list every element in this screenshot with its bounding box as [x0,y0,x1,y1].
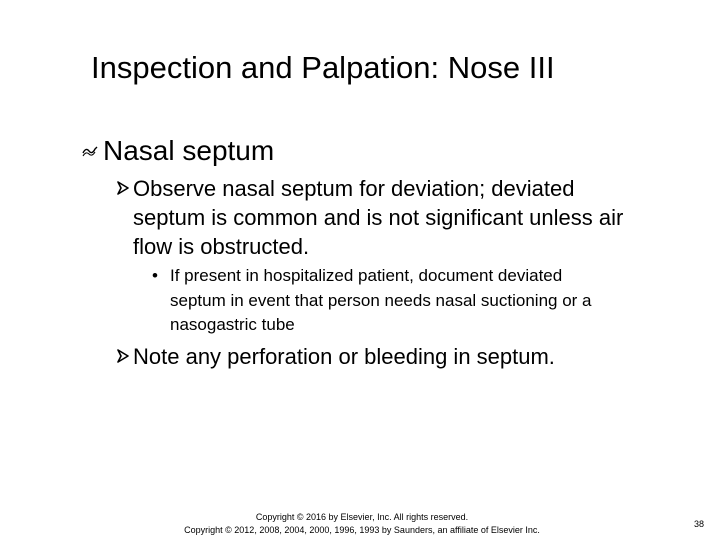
wavy-bullet-icon [82,146,98,157]
point-observe-line-1: Observe nasal septum for deviation; deviated [133,176,575,201]
subpoint-line-3: nasogastric tube [170,315,295,334]
subpoint-line-2: septum in event that person needs nasal suctioning or a [170,290,592,310]
point-observe-line-3: flow is obstructed. [133,234,310,259]
slide-title: Inspection and Palpation: Nose III [91,50,555,85]
point-note-line-1: Note any perforation or bleeding in septum. [133,344,555,369]
round-dot-bullet: • [152,266,158,285]
copyright-line-2: Copyright © 2012, 2008, 2004, 2000, 1996, 1993 by Saunders, an affiliate of Elsevier Inc. [184,525,540,535]
subpoint-line-1: If present in hospitalized patient, document deviated [170,266,563,285]
copyright-footer [150,511,574,537]
point-observe-line-2: septum is common and is not significant unless air [133,205,624,230]
page-number: 38 [694,519,705,529]
heading-label: Nasal septum [103,135,275,166]
copyright-line-1: Copyright © 2016 by Elsevier, Inc. All rights reserved. [255,512,469,522]
subpoint-text [170,264,690,338]
point-note-text [133,342,693,371]
arrowhead-bullet-icon [116,181,130,195]
point-observe-text [133,174,693,261]
arrowhead-bullet-icon [116,349,130,363]
